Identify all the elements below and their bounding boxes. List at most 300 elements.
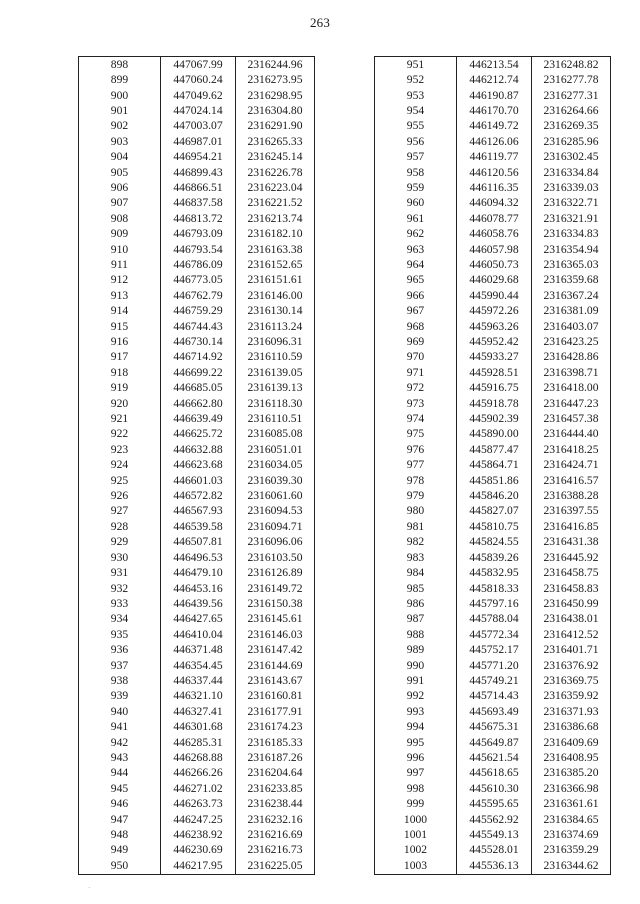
x-coordinate-cell: 445827.07: [457, 504, 532, 519]
table-row: [79, 627, 315, 642]
point-number-cell: 899: [79, 72, 161, 87]
x-coordinate-cell: 446268.88: [161, 750, 236, 765]
x-coordinate-cell: 446439.56: [161, 596, 236, 611]
x-coordinate-cell: 446625.72: [161, 427, 236, 442]
point-number-cell: 944: [79, 766, 161, 781]
x-coordinate-cell: 446813.72: [161, 211, 236, 226]
y-coordinate-cell: 2316185.33: [236, 735, 315, 750]
table-row: [79, 273, 315, 288]
point-number-cell: 982: [375, 535, 457, 550]
point-number-cell: 908: [79, 211, 161, 226]
y-coordinate-cell: 2316302.45: [532, 149, 611, 164]
table-row: [79, 134, 315, 149]
y-coordinate-cell: 2316085.08: [236, 427, 315, 442]
table-row: [375, 843, 611, 858]
point-number-cell: 960: [375, 196, 457, 211]
table-row: [79, 766, 315, 781]
point-number-cell: 961: [375, 211, 457, 226]
x-coordinate-cell: 446029.68: [457, 273, 532, 288]
y-coordinate-cell: 2316458.83: [532, 581, 611, 596]
x-coordinate-cell: 446427.65: [161, 612, 236, 627]
table-row: [375, 704, 611, 719]
table-row: [79, 581, 315, 596]
x-coordinate-cell: 446170.70: [457, 103, 532, 118]
point-number-cell: 943: [79, 750, 161, 765]
x-coordinate-cell: 446714.92: [161, 350, 236, 365]
x-coordinate-cell: 445618.65: [457, 766, 532, 781]
point-number-cell: 985: [375, 581, 457, 596]
x-coordinate-cell: 445536.13: [457, 858, 532, 874]
point-number-cell: 903: [79, 134, 161, 149]
point-number-cell: 905: [79, 165, 161, 180]
table-row: [79, 257, 315, 272]
x-coordinate-cell: 445528.01: [457, 843, 532, 858]
x-coordinate-cell: 446230.69: [161, 843, 236, 858]
x-coordinate-cell: 446301.68: [161, 719, 236, 734]
table-row: [79, 797, 315, 812]
x-coordinate-cell: 446050.73: [457, 257, 532, 272]
table-row: [79, 180, 315, 195]
point-number-cell: 941: [79, 719, 161, 734]
table-row: [375, 689, 611, 704]
table-row: [375, 396, 611, 411]
y-coordinate-cell: 2316374.69: [532, 827, 611, 842]
table-row: [79, 334, 315, 349]
point-number-cell: 946: [79, 797, 161, 812]
table-row: [375, 304, 611, 319]
y-coordinate-cell: 2316334.83: [532, 226, 611, 241]
y-coordinate-cell: 2316238.44: [236, 797, 315, 812]
point-number-cell: 984: [375, 565, 457, 580]
table-row: [79, 658, 315, 673]
x-coordinate-cell: 445839.26: [457, 550, 532, 565]
point-number-cell: 913: [79, 288, 161, 303]
x-coordinate-cell: 445562.92: [457, 812, 532, 827]
y-coordinate-cell: 2316146.00: [236, 288, 315, 303]
point-number-cell: 933: [79, 596, 161, 611]
coordinate-table-left: [78, 56, 315, 875]
point-number-cell: 956: [375, 134, 457, 149]
point-number-cell: 950: [79, 858, 161, 874]
x-coordinate-cell: 446837.58: [161, 196, 236, 211]
x-coordinate-cell: 445918.78: [457, 396, 532, 411]
x-coordinate-cell: 445952.42: [457, 334, 532, 349]
y-coordinate-cell: 2316386.68: [532, 719, 611, 734]
page-number: 263: [309, 15, 331, 30]
point-number-cell: 981: [375, 519, 457, 534]
y-coordinate-cell: 2316216.73: [236, 843, 315, 858]
table-row: [375, 719, 611, 734]
x-coordinate-cell: 446120.56: [457, 165, 532, 180]
table-row: [375, 350, 611, 365]
point-number-cell: 931: [79, 565, 161, 580]
table-row: [79, 827, 315, 842]
y-coordinate-cell: 2316269.35: [532, 119, 611, 134]
x-coordinate-cell: 446119.77: [457, 149, 532, 164]
table-row: [375, 658, 611, 673]
point-number-cell: 983: [375, 550, 457, 565]
table-row: [375, 766, 611, 781]
point-number-cell: 964: [375, 257, 457, 272]
point-number-cell: 1003: [375, 858, 457, 874]
x-coordinate-cell: 446773.05: [161, 273, 236, 288]
y-coordinate-cell: 2316130.14: [236, 304, 315, 319]
y-coordinate-cell: 2316094.71: [236, 519, 315, 534]
x-coordinate-cell: 445916.75: [457, 381, 532, 396]
table-row: [375, 88, 611, 103]
point-number-cell: 927: [79, 504, 161, 519]
y-coordinate-cell: 2316457.38: [532, 411, 611, 426]
y-coordinate-cell: 2316361.61: [532, 797, 611, 812]
y-coordinate-cell: 2316233.85: [236, 781, 315, 796]
point-number-cell: 973: [375, 396, 457, 411]
x-coordinate-cell: 446058.76: [457, 226, 532, 241]
table-row: [375, 257, 611, 272]
y-coordinate-cell: 2316412.52: [532, 627, 611, 642]
y-coordinate-cell: 2316344.62: [532, 858, 611, 874]
point-number-cell: 898: [79, 57, 161, 73]
point-number-cell: 934: [79, 612, 161, 627]
y-coordinate-cell: 2316232.16: [236, 812, 315, 827]
table-row: [79, 88, 315, 103]
x-coordinate-cell: 446601.03: [161, 473, 236, 488]
x-coordinate-cell: 446496.53: [161, 550, 236, 565]
y-coordinate-cell: 2316174.23: [236, 719, 315, 734]
y-coordinate-cell: 2316096.06: [236, 535, 315, 550]
y-coordinate-cell: 2316444.40: [532, 427, 611, 442]
table-row: [375, 242, 611, 257]
point-number-cell: 936: [79, 642, 161, 657]
x-coordinate-cell: 446786.09: [161, 257, 236, 272]
x-coordinate-cell: 446371.48: [161, 642, 236, 657]
x-coordinate-cell: 445595.65: [457, 797, 532, 812]
y-coordinate-cell: 2316359.68: [532, 273, 611, 288]
point-number-cell: 923: [79, 442, 161, 457]
y-coordinate-cell: 2316397.55: [532, 504, 611, 519]
x-coordinate-cell: 446699.22: [161, 365, 236, 380]
y-coordinate-cell: 2316388.28: [532, 488, 611, 503]
table-row: [79, 535, 315, 550]
table-row: [79, 504, 315, 519]
table-row: [375, 273, 611, 288]
table-row: [375, 180, 611, 195]
point-number-cell: 922: [79, 427, 161, 442]
point-number-cell: 966: [375, 288, 457, 303]
table-row: [375, 781, 611, 796]
table-row: [375, 72, 611, 87]
y-coordinate-cell: 2316354.94: [532, 242, 611, 257]
point-number-cell: 924: [79, 458, 161, 473]
table-row: [375, 411, 611, 426]
y-coordinate-cell: 2316369.75: [532, 673, 611, 688]
table-row: [375, 581, 611, 596]
table-row: [375, 149, 611, 164]
y-coordinate-cell: 2316226.78: [236, 165, 315, 180]
point-number-cell: 1002: [375, 843, 457, 858]
y-coordinate-cell: 2316359.29: [532, 843, 611, 858]
x-coordinate-cell: 446094.32: [457, 196, 532, 211]
point-number-cell: 919: [79, 381, 161, 396]
table-row: [79, 196, 315, 211]
x-coordinate-cell: 445832.95: [457, 565, 532, 580]
point-number-cell: 996: [375, 750, 457, 765]
table-row: [79, 103, 315, 118]
table-row: [79, 673, 315, 688]
table-row: [375, 211, 611, 226]
point-number-cell: 962: [375, 226, 457, 241]
table-row: [375, 365, 611, 380]
table-row: [79, 843, 315, 858]
y-coordinate-cell: 2316225.05: [236, 858, 315, 874]
y-coordinate-cell: 2316416.57: [532, 473, 611, 488]
point-number-cell: 975: [375, 427, 457, 442]
y-coordinate-cell: 2316398.71: [532, 365, 611, 380]
point-number-cell: 965: [375, 273, 457, 288]
y-coordinate-cell: 2316366.98: [532, 781, 611, 796]
x-coordinate-cell: 446572.82: [161, 488, 236, 503]
table-row: [79, 488, 315, 503]
point-number-cell: 911: [79, 257, 161, 272]
point-number-cell: 994: [375, 719, 457, 734]
y-coordinate-cell: 2316277.78: [532, 72, 611, 87]
table-row: [79, 72, 315, 87]
x-coordinate-cell: 446623.68: [161, 458, 236, 473]
x-coordinate-cell: 447049.62: [161, 88, 236, 103]
x-coordinate-cell: 446190.87: [457, 88, 532, 103]
table-row: [375, 642, 611, 657]
x-coordinate-cell: 446238.92: [161, 827, 236, 842]
y-coordinate-cell: 2316416.85: [532, 519, 611, 534]
point-number-cell: 939: [79, 689, 161, 704]
y-coordinate-cell: 2316265.33: [236, 134, 315, 149]
table-row: [375, 488, 611, 503]
table-row: [79, 149, 315, 164]
table-row: [79, 304, 315, 319]
point-number-cell: 926: [79, 488, 161, 503]
point-number-cell: 1001: [375, 827, 457, 842]
x-coordinate-cell: 445749.21: [457, 673, 532, 688]
point-number-cell: 916: [79, 334, 161, 349]
point-number-cell: 929: [79, 535, 161, 550]
table-row: [79, 612, 315, 627]
coordinate-table-right: [374, 56, 611, 875]
point-number-cell: 949: [79, 843, 161, 858]
x-coordinate-cell: 445851.86: [457, 473, 532, 488]
table-row: [79, 781, 315, 796]
y-coordinate-cell: 2316160.81: [236, 689, 315, 704]
table-row: [79, 812, 315, 827]
y-coordinate-cell: 2316418.00: [532, 381, 611, 396]
y-coordinate-cell: 2316409.69: [532, 735, 611, 750]
y-coordinate-cell: 2316103.50: [236, 550, 315, 565]
x-coordinate-cell: 445928.51: [457, 365, 532, 380]
x-coordinate-cell: 446744.43: [161, 319, 236, 334]
y-coordinate-cell: 2316163.38: [236, 242, 315, 257]
point-number-cell: 930: [79, 550, 161, 565]
y-coordinate-cell: 2316371.93: [532, 704, 611, 719]
x-coordinate-cell: 446632.88: [161, 442, 236, 457]
y-coordinate-cell: 2316298.95: [236, 88, 315, 103]
x-coordinate-cell: 445675.31: [457, 719, 532, 734]
table-row: [375, 858, 611, 874]
x-coordinate-cell: 446730.14: [161, 334, 236, 349]
point-number-cell: 925: [79, 473, 161, 488]
point-number-cell: 909: [79, 226, 161, 241]
table-row: [79, 704, 315, 719]
point-number-cell: 918: [79, 365, 161, 380]
table-row: [79, 565, 315, 580]
y-coordinate-cell: 2316145.61: [236, 612, 315, 627]
x-coordinate-cell: 446685.05: [161, 381, 236, 396]
point-number-cell: 980: [375, 504, 457, 519]
table-row: [375, 504, 611, 519]
x-coordinate-cell: 445772.34: [457, 627, 532, 642]
point-number-cell: 915: [79, 319, 161, 334]
point-number-cell: 955: [375, 119, 457, 134]
y-coordinate-cell: 2316147.42: [236, 642, 315, 657]
x-coordinate-cell: 446321.10: [161, 689, 236, 704]
table-row: [79, 350, 315, 365]
point-number-cell: 970: [375, 350, 457, 365]
x-coordinate-cell: 445818.33: [457, 581, 532, 596]
table-row: [79, 596, 315, 611]
point-number-cell: 995: [375, 735, 457, 750]
point-number-cell: 986: [375, 596, 457, 611]
table-row: [375, 612, 611, 627]
x-coordinate-cell: 446263.73: [161, 797, 236, 812]
y-coordinate-cell: 2316385.20: [532, 766, 611, 781]
point-number-cell: 972: [375, 381, 457, 396]
table-row: [79, 381, 315, 396]
y-coordinate-cell: 2316384.65: [532, 812, 611, 827]
y-coordinate-cell: 2316339.03: [532, 180, 611, 195]
x-coordinate-cell: 445693.49: [457, 704, 532, 719]
x-coordinate-cell: 446057.98: [457, 242, 532, 257]
y-coordinate-cell: 2316113.24: [236, 319, 315, 334]
y-coordinate-cell: 2316376.92: [532, 658, 611, 673]
table-row: [79, 365, 315, 380]
x-coordinate-cell: 445846.20: [457, 488, 532, 503]
point-number-cell: 976: [375, 442, 457, 457]
table-row: [375, 196, 611, 211]
y-coordinate-cell: 2316096.31: [236, 334, 315, 349]
table-row: [375, 57, 611, 73]
x-coordinate-cell: 446662.80: [161, 396, 236, 411]
y-coordinate-cell: 2316245.14: [236, 149, 315, 164]
y-coordinate-cell: 2316061.60: [236, 488, 315, 503]
y-coordinate-cell: 2316359.92: [532, 689, 611, 704]
point-number-cell: 997: [375, 766, 457, 781]
point-number-cell: 967: [375, 304, 457, 319]
y-coordinate-cell: 2316146.03: [236, 627, 315, 642]
y-coordinate-cell: 2316334.84: [532, 165, 611, 180]
x-coordinate-cell: 446327.41: [161, 704, 236, 719]
y-coordinate-cell: 2316118.30: [236, 396, 315, 411]
point-number-cell: 954: [375, 103, 457, 118]
y-coordinate-cell: 2316126.89: [236, 565, 315, 580]
point-number-cell: 957: [375, 149, 457, 164]
table-row: [375, 596, 611, 611]
point-number-cell: 906: [79, 180, 161, 195]
footer-mark: ·: [88, 884, 91, 892]
point-number-cell: 938: [79, 673, 161, 688]
point-number-cell: 990: [375, 658, 457, 673]
y-coordinate-cell: 2316143.67: [236, 673, 315, 688]
x-coordinate-cell: 445810.75: [457, 519, 532, 534]
table-row: [79, 319, 315, 334]
table-row: [375, 319, 611, 334]
x-coordinate-cell: 445621.54: [457, 750, 532, 765]
point-number-cell: 940: [79, 704, 161, 719]
point-number-cell: 991: [375, 673, 457, 688]
y-coordinate-cell: 2316152.65: [236, 257, 315, 272]
y-coordinate-cell: 2316244.96: [236, 57, 315, 73]
x-coordinate-cell: 446212.74: [457, 72, 532, 87]
table-row: [375, 535, 611, 550]
y-coordinate-cell: 2316144.69: [236, 658, 315, 673]
table-row: [79, 119, 315, 134]
y-coordinate-cell: 2316151.61: [236, 273, 315, 288]
point-number-cell: 935: [79, 627, 161, 642]
y-coordinate-cell: 2316094.53: [236, 504, 315, 519]
table-row: [79, 165, 315, 180]
point-number-cell: 901: [79, 103, 161, 118]
table-row: [79, 288, 315, 303]
table-row: [375, 550, 611, 565]
x-coordinate-cell: 445752.17: [457, 642, 532, 657]
y-coordinate-cell: 2316458.75: [532, 565, 611, 580]
y-coordinate-cell: 2316445.92: [532, 550, 611, 565]
y-coordinate-cell: 2316450.99: [532, 596, 611, 611]
y-coordinate-cell: 2316213.74: [236, 211, 315, 226]
x-coordinate-cell: 445788.04: [457, 612, 532, 627]
point-number-cell: 998: [375, 781, 457, 796]
table-row: [375, 750, 611, 765]
point-number-cell: 958: [375, 165, 457, 180]
y-coordinate-cell: 2316223.04: [236, 180, 315, 195]
table-row: [79, 735, 315, 750]
x-coordinate-cell: 445990.44: [457, 288, 532, 303]
y-coordinate-cell: 2316381.09: [532, 304, 611, 319]
y-coordinate-cell: 2316051.01: [236, 442, 315, 457]
y-coordinate-cell: 2316424.71: [532, 458, 611, 473]
table-row: [375, 427, 611, 442]
point-number-cell: 979: [375, 488, 457, 503]
y-coordinate-cell: 2316187.26: [236, 750, 315, 765]
x-coordinate-cell: 446271.02: [161, 781, 236, 796]
table-row: [375, 334, 611, 349]
x-coordinate-cell: 445771.20: [457, 658, 532, 673]
y-coordinate-cell: 2316264.66: [532, 103, 611, 118]
point-number-cell: 959: [375, 180, 457, 195]
point-number-cell: 952: [375, 72, 457, 87]
x-coordinate-cell: 445610.30: [457, 781, 532, 796]
y-coordinate-cell: 2316418.25: [532, 442, 611, 457]
x-coordinate-cell: 446479.10: [161, 565, 236, 580]
point-number-cell: 978: [375, 473, 457, 488]
table-row: [79, 750, 315, 765]
point-number-cell: 993: [375, 704, 457, 719]
y-coordinate-cell: 2316408.95: [532, 750, 611, 765]
x-coordinate-cell: 446126.06: [457, 134, 532, 149]
point-number-cell: 947: [79, 812, 161, 827]
x-coordinate-cell: 446453.16: [161, 581, 236, 596]
table-row: [79, 642, 315, 657]
table-row: [375, 797, 611, 812]
table-row: [79, 57, 315, 73]
x-coordinate-cell: 446567.93: [161, 504, 236, 519]
table-row: [375, 103, 611, 118]
